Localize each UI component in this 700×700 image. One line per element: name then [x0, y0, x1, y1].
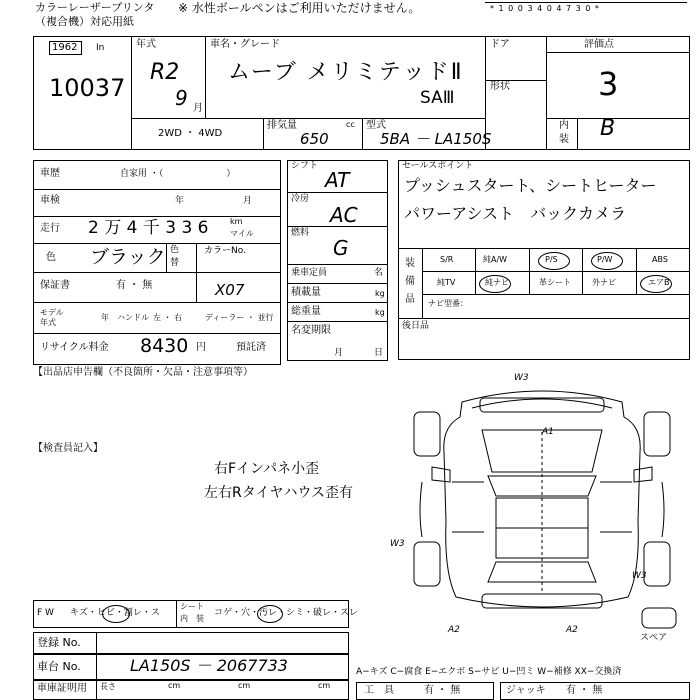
interior-label-2: 装: [559, 134, 569, 145]
load-label: 積載量: [291, 287, 321, 298]
model-year-label: モデル年式: [40, 308, 64, 327]
vehicle-grade: SAⅢ: [420, 88, 455, 108]
mileage-value: 2 万 4 千 3 3 6: [88, 218, 209, 238]
interior-label-1: 内: [559, 120, 569, 131]
equip-pw: P/W: [597, 255, 613, 264]
model-year-unit: 年: [101, 313, 109, 322]
warranty-value: 有 ・ 無: [116, 280, 153, 291]
jack-value: 有 ・ 無: [566, 685, 603, 696]
mile-unit: マイル: [230, 229, 254, 238]
inspection-month: 月: [243, 196, 253, 206]
garage-label: 車庫証明用: [37, 683, 87, 694]
inspector-note-1: 右Fインパネ小歪: [214, 461, 320, 477]
color-change-1: 色: [170, 245, 180, 255]
header-line2: （複合機）対応用紙: [35, 15, 134, 28]
displacement-value: 650: [300, 130, 329, 148]
month-value: 9: [175, 86, 188, 110]
spare-label: スペア: [640, 633, 668, 643]
equip-label-1: 装: [405, 258, 415, 269]
fuel-label: 燃料: [291, 228, 310, 238]
recycle-value: 8430: [140, 335, 189, 357]
load-unit: kg: [375, 289, 385, 298]
score-label: 評価点: [584, 39, 614, 50]
door-label: ドア: [490, 39, 510, 50]
mark-a1-right: A1: [542, 427, 554, 437]
barcode-number: * 1 0 0 3 4 0 4 7 3 0 *: [490, 4, 600, 13]
inspector-note-2: 左右Rタイヤハウス歪有: [204, 485, 354, 501]
shift-value: AT: [325, 168, 350, 192]
sales-label: セールスポイント: [402, 161, 474, 171]
seat-label-2: 内 装: [180, 614, 204, 623]
recycle-unit: 円: [196, 342, 206, 353]
chassis-value: LA150S － 2067733: [130, 656, 288, 675]
equip-abs: ABS: [652, 255, 668, 264]
reg-expiry-month: 月: [334, 348, 344, 358]
fw-items: キズ・ヒビ・割レ・ス: [70, 608, 160, 618]
gross-unit: kg: [375, 308, 385, 317]
warranty-label: 保証書: [40, 280, 70, 291]
header-line1: カラーレーザープリンタ: [35, 1, 155, 14]
tools-value: 有 ・ 無: [424, 685, 461, 696]
recycle-status: 預託済: [236, 342, 266, 353]
gross-label: 総重量: [291, 306, 321, 317]
reg-expiry-day: 日: [374, 348, 384, 358]
displacement-label: 排気量: [267, 120, 297, 131]
mark-w3-right: W3: [632, 571, 647, 581]
model-label: 型式: [366, 120, 386, 131]
cm-unit-2: cm: [238, 681, 251, 690]
handle-label: ハンドル: [117, 313, 149, 322]
after-date-label: 後日品: [402, 321, 430, 331]
equip-ps: P/S: [545, 255, 558, 264]
inspection-label: 車検: [40, 195, 60, 206]
vehicle-name: ムーブ メリミテッドⅡ: [228, 60, 464, 85]
dealer-label: ディーラー ・ 並行: [205, 313, 274, 322]
equip-sr: S/R: [440, 255, 454, 264]
damage-legend: A−キズ C−腐食 E−エクボ S−サビ U−凹ミ W−補修 XX−交換済: [356, 667, 622, 677]
car-damage-diagram: [392, 372, 688, 644]
km-unit: km: [230, 217, 243, 226]
reg-expiry-label: 名変期限: [291, 325, 331, 336]
ac-value: AC: [330, 203, 358, 227]
equip-aftermarket-navi: 外ナビ: [592, 278, 616, 287]
auction-code: 1962: [52, 42, 78, 53]
color-change-2: 替: [170, 258, 180, 268]
sales-line1: プッシュスタート、シートヒーター: [404, 176, 657, 195]
in-label: In: [96, 43, 105, 53]
mileage-label: 走行: [40, 223, 60, 234]
mark-w3-top: W3: [514, 373, 529, 383]
mark-w3-left: W3: [390, 539, 405, 549]
history-value: 自家用 ・（ ）: [120, 169, 236, 179]
length-label: 長さ: [100, 682, 116, 691]
shape-label: 形状: [490, 81, 510, 92]
month-label: 月: [193, 103, 203, 114]
equip-genuine-navi: 純ナビ: [485, 278, 509, 287]
mark-a2-right: A2: [566, 625, 578, 635]
header-notice: ※ 水性ボールペンはご利用いただけません。: [178, 1, 421, 15]
cc-unit: cc: [346, 120, 355, 129]
recycle-label: リサイクル料金: [40, 342, 109, 353]
cm-unit-1: cm: [168, 681, 181, 690]
equip-genuine-tv: 純TV: [437, 278, 456, 287]
equip-label-2: 備: [405, 276, 415, 287]
year-label: 年式: [136, 39, 156, 50]
seat-label-1: シート: [180, 602, 204, 611]
equip-label-3: 品: [405, 294, 415, 305]
jack-label: ジャッキ: [506, 685, 546, 696]
mark-a2-left: A2: [448, 625, 460, 635]
cm-unit-3: cm: [318, 681, 331, 690]
ac-label: 冷房: [291, 194, 310, 204]
history-label: 車歴: [40, 168, 60, 179]
navi-model-label: ナビ型番：: [428, 299, 468, 308]
inspector-label: 【検査員記入】: [33, 443, 103, 454]
capacity-unit: 名: [374, 268, 384, 278]
capacity-label: 乗車定員: [291, 268, 328, 278]
chassis-label: 車台 No.: [37, 660, 81, 673]
sales-line2: パワーアシスト バックカメラ: [404, 204, 627, 223]
inspection-year: 年: [175, 196, 185, 206]
tools-label: 工 具: [364, 685, 394, 696]
shift-label: シフト: [291, 161, 319, 171]
remarks-label: 【出品店申告欄（不良箇所・欠品・注意事項等）: [33, 367, 253, 378]
score-value: 3: [598, 65, 619, 103]
color-no-label: カラーNo.: [204, 246, 246, 256]
reg-no-label: 登録 No.: [37, 636, 81, 649]
color-label: 色: [46, 252, 56, 263]
equip-leather-seat: 革シート: [539, 278, 571, 287]
equip-airbag: エアB: [648, 278, 670, 287]
model-value: 5BA － LA150S: [380, 130, 492, 148]
drive-type: 2WD ・ 4WD: [158, 128, 223, 139]
equip-genuine-aw: 純A/W: [483, 255, 508, 264]
color-no-value: X07: [215, 281, 245, 299]
fuel-value: G: [333, 236, 349, 260]
year-value: R2: [150, 60, 180, 85]
interior-value: B: [600, 116, 616, 141]
seat-items: コゲ・穴・汚レ・シミ・破レ・スレ: [214, 608, 359, 618]
color-value: ブラック: [90, 246, 166, 268]
lot-number: 10037: [49, 74, 126, 102]
handle-value: 左 ・ 右: [153, 313, 183, 322]
fw-label: F W: [37, 608, 54, 618]
name-label: 車名・グレード: [210, 39, 280, 50]
